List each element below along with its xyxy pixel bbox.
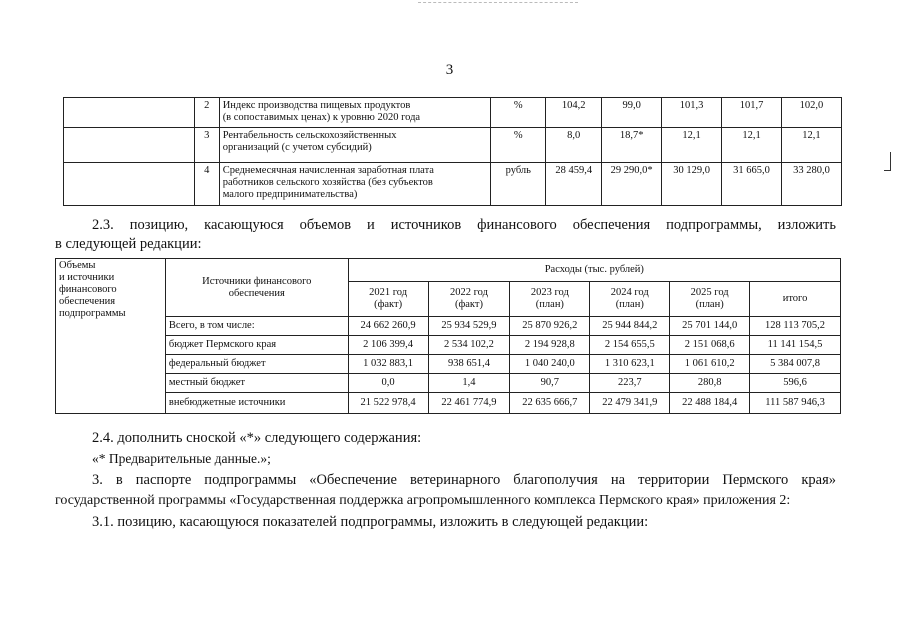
paragraph-3-1: 3.1. позицию, касающуюся показателей подпрограммы, изложить в следующей редакции: xyxy=(92,514,649,530)
year-label: 2023 год xyxy=(530,287,569,298)
value-cell: 22 461 774,9 xyxy=(428,393,510,414)
value-cell: 8,0 xyxy=(546,128,602,163)
row-number: 4 xyxy=(194,163,219,206)
source-cell: местный бюджет xyxy=(165,374,348,393)
value-cell: 28 459,4 xyxy=(546,163,602,206)
year-header xyxy=(428,282,510,317)
indicator-name xyxy=(219,98,491,128)
year-type: (факт) xyxy=(374,299,403,310)
value-cell: 223,7 xyxy=(590,374,670,393)
value-cell: 1 310 623,1 xyxy=(590,355,670,374)
value-cell: 99,0 xyxy=(602,98,662,128)
value-cell: 22 479 341,9 xyxy=(590,393,670,414)
table-row xyxy=(64,98,842,128)
unit-cell: % xyxy=(491,128,546,163)
year-type: (факт) xyxy=(454,299,483,310)
indicator-name xyxy=(219,163,491,206)
value-cell: 12,1 xyxy=(781,128,841,163)
page-number: 3 xyxy=(445,62,454,78)
year-header xyxy=(510,282,590,317)
total-cell: 128 113 705,2 xyxy=(750,317,841,336)
table-cell xyxy=(64,163,195,206)
expenses-header: Расходы (тыс. рублей) xyxy=(348,259,840,282)
source-cell: бюджет Пермского края xyxy=(165,336,348,355)
year-label: 2022 год xyxy=(449,287,488,298)
table-cell xyxy=(64,128,195,163)
source-cell: Всего, в том числе: xyxy=(165,317,348,336)
indicator-name-line: работников сельского хозяйства (без субъектов xyxy=(222,177,433,188)
year-label: 2024 год xyxy=(610,287,649,298)
row-label-line: Объемы xyxy=(59,260,96,271)
total-cell: 5 384 007,8 xyxy=(750,355,841,374)
value-cell: 2 154 655,5 xyxy=(590,336,670,355)
row-number: 3 xyxy=(194,128,219,163)
row-number: 2 xyxy=(194,98,219,128)
total-cell: 111 587 946,3 xyxy=(750,393,841,414)
paragraph-3-line1: 3. в паспорте подпрограммы «Обеспечение ветеринарного благополучия на территории Пермского края» xyxy=(92,472,836,488)
footnote-text: «* Предварительные данные.»; xyxy=(92,451,271,466)
year-header xyxy=(590,282,670,317)
value-cell: 18,7* xyxy=(602,128,662,163)
year-type: (план) xyxy=(615,299,644,310)
value-cell: 30 129,0 xyxy=(662,163,722,206)
year-type: (план) xyxy=(535,299,564,310)
source-cell: внебюджетные источники xyxy=(165,393,348,414)
value-cell: 25 944 844,2 xyxy=(590,317,670,336)
scan-artifact-mark xyxy=(884,152,891,171)
table-row xyxy=(56,374,841,393)
unit-cell: рубль xyxy=(491,163,546,206)
paragraph-2-4: 2.4. дополнить сноской «*» следующего содержания: xyxy=(92,430,422,446)
paragraph-2-3-line1: 2.3. позицию, касающуюся объемов и источников финансового обеспечения подпрограммы, изложить xyxy=(92,217,836,233)
year-header xyxy=(670,282,750,317)
row-label-cell xyxy=(56,259,166,414)
value-cell: 12,1 xyxy=(722,128,782,163)
value-cell: 2 534 102,2 xyxy=(428,336,510,355)
value-cell: 1 061 610,2 xyxy=(670,355,750,374)
value-cell: 0,0 xyxy=(348,374,428,393)
scan-artifact-line xyxy=(418,2,578,3)
unit-cell: % xyxy=(491,98,546,128)
table-row xyxy=(56,336,841,355)
value-cell: 1 040 240,0 xyxy=(510,355,590,374)
sources-header-line: обеспечения xyxy=(228,287,285,299)
table-row xyxy=(56,317,841,336)
value-cell: 2 194 928,8 xyxy=(510,336,590,355)
value-cell: 31 665,0 xyxy=(722,163,782,206)
value-cell: 24 662 260,9 xyxy=(348,317,428,336)
row-label-line: финансового xyxy=(59,284,117,295)
sources-header-line: Источники финансового xyxy=(202,275,312,287)
table-row xyxy=(64,128,842,163)
indicator-name-line: Рентабельность сельскохозяйственных xyxy=(222,130,397,141)
table-row xyxy=(56,393,841,414)
value-cell: 25 701 144,0 xyxy=(670,317,750,336)
value-cell: 2 106 399,4 xyxy=(348,336,428,355)
paragraph-2-3-line2: в следующей редакции: xyxy=(55,236,202,252)
year-type: (план) xyxy=(695,299,724,310)
indicator-name xyxy=(219,128,491,163)
total-cell: 11 141 154,5 xyxy=(750,336,841,355)
value-cell: 12,1 xyxy=(662,128,722,163)
total-header: итого xyxy=(750,282,841,317)
value-cell: 25 934 529,9 xyxy=(428,317,510,336)
indicators-table xyxy=(63,97,842,206)
table-cell xyxy=(64,98,195,128)
value-cell: 104,2 xyxy=(546,98,602,128)
indicator-name-line: Индекс производства пищевых продуктов xyxy=(222,100,411,111)
value-cell: 21 522 978,4 xyxy=(348,393,428,414)
indicator-name-line: малого предпринимательства) xyxy=(222,189,358,200)
value-cell: 101,3 xyxy=(662,98,722,128)
row-label-line: подпрограммы xyxy=(59,308,126,319)
row-label-line: и источники xyxy=(59,272,115,283)
value-cell: 102,0 xyxy=(781,98,841,128)
table-row xyxy=(64,163,842,206)
value-cell: 2 151 068,6 xyxy=(670,336,750,355)
value-cell: 22 488 184,4 xyxy=(670,393,750,414)
table-header-row xyxy=(56,259,841,282)
value-cell: 22 635 666,7 xyxy=(510,393,590,414)
value-cell: 101,7 xyxy=(722,98,782,128)
year-label: 2025 год xyxy=(690,287,729,298)
indicator-name-line: Среднемесячная начисленная заработная плата xyxy=(222,165,434,176)
row-label-line: обеспечения xyxy=(59,296,116,307)
value-cell: 33 280,0 xyxy=(781,163,841,206)
value-cell: 90,7 xyxy=(510,374,590,393)
value-cell: 25 870 926,2 xyxy=(510,317,590,336)
indicator-name-line: (в сопоставимых ценах) к уровню 2020 года xyxy=(222,112,421,123)
value-cell: 1 032 883,1 xyxy=(348,355,428,374)
source-cell: федеральный бюджет xyxy=(165,355,348,374)
year-label: 2021 год xyxy=(369,287,408,298)
paragraph-3-line2: государственной программы «Государственная поддержка агропромышленного комплекса Пермского края» приложения 2: xyxy=(55,493,791,508)
total-cell: 596,6 xyxy=(750,374,841,393)
indicator-name-line: организаций (с учетом субсидий) xyxy=(222,142,372,153)
value-cell: 938 651,4 xyxy=(428,355,510,374)
value-cell: 280,8 xyxy=(670,374,750,393)
financing-table xyxy=(55,258,841,414)
sources-header xyxy=(165,259,348,317)
table-row xyxy=(56,355,841,374)
year-header xyxy=(348,282,428,317)
value-cell: 1,4 xyxy=(428,374,510,393)
value-cell: 29 290,0* xyxy=(602,163,662,206)
